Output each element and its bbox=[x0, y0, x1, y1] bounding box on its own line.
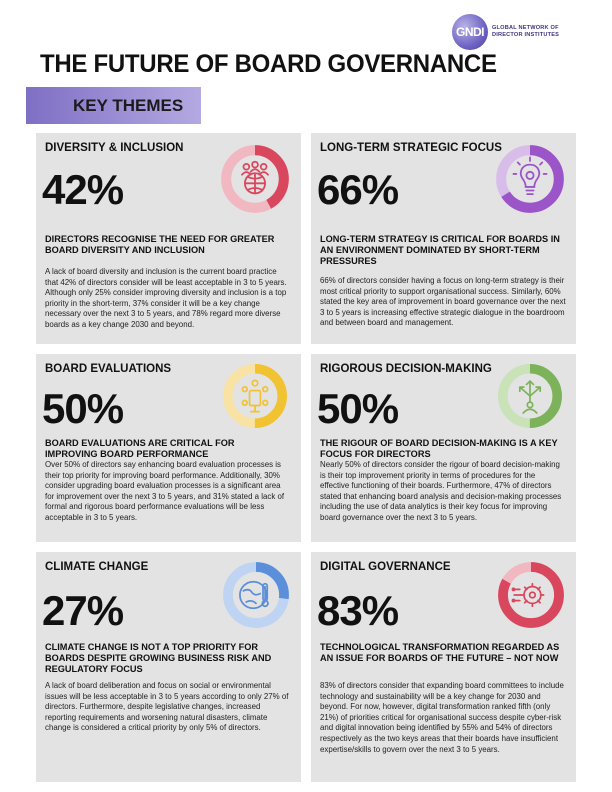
theme-body: Over 50% of directors say enhancing board evaluation processes is their top priority for improving board performance. Additionally, 30% consider upgrading board evaluation processes is a significant area for improvement over the next 3 to 5 years, and 31% stated a lack of formal and rigorous board performance evaluations will be less acceptable in 3 to 5 years. bbox=[45, 460, 285, 522]
theme-percentage: 50% bbox=[317, 385, 399, 432]
theme-percentage: 50% bbox=[42, 385, 124, 432]
logo-initials: GNDI bbox=[456, 25, 484, 39]
logo-text bbox=[492, 25, 559, 39]
theme-body: A lack of board deliberation and focus on social or environmental issues will be less acceptable in 3 to 5 years according to only 27% of directors. Furthermore, despite legislative changes, increased reporting requirements and worsening natural disasters, climate change is considered a critical priority by only 5% of directors. bbox=[45, 681, 289, 733]
digital-gear-icon bbox=[496, 560, 566, 630]
theme-body: 83% of directors consider that expanding board committees to include technology and sustainability will be a key change for 2030 and beyond. For now, however, digital transformation ranked fifth (only 21%) of priorities critical for organisational success despite cyber-risk and digital innovation being identified by 55% and 54% of directors respectively as the two keys areas that their boards have insufficient expertise/skills to govern over the next 3 to 5 years. bbox=[320, 681, 564, 754]
theme-title: LONG-TERM STRATEGIC FOCUS bbox=[320, 142, 502, 154]
gndi-logo bbox=[452, 14, 559, 50]
theme-title: DIVERSITY & INCLUSION bbox=[45, 142, 184, 154]
theme-subtitle: TECHNOLOGICAL TRANSFORMATION REGARDED AS AN ISSUE FOR BOARDS OF THE FUTURE – NOT NOW bbox=[320, 642, 560, 663]
theme-card-digital bbox=[311, 552, 576, 782]
theme-title: DIGITAL GOVERNANCE bbox=[320, 561, 451, 573]
theme-card-strategy bbox=[311, 133, 576, 344]
theme-card-evaluations bbox=[36, 354, 301, 542]
theme-card-decision-making bbox=[311, 354, 576, 542]
key-themes-banner bbox=[26, 87, 201, 124]
logo-line-2: DIRECTOR INSTITUTES bbox=[492, 32, 560, 38]
key-themes-label: KEY THEMES bbox=[73, 95, 184, 115]
theme-body: A lack of board diversity and inclusion is the current board practice that 42% of directors consider will be least acceptable in 3 to 5 years. Although only 25% consider improving diversity and inclusion is a top priority in the short-term, 37% consider it will be a key change necessary over the next 3 to 5 years, and 78% regard more diverse boards as a key change 2030 and beyond. bbox=[45, 267, 287, 329]
lightbulb-gear-icon bbox=[494, 143, 566, 215]
globe-thermometer-icon bbox=[221, 560, 291, 630]
meeting-table-icon bbox=[221, 362, 289, 430]
theme-percentage: 27% bbox=[42, 587, 124, 634]
gndi-logo-mark bbox=[452, 14, 488, 50]
theme-subtitle: BOARD EVALUATIONS ARE CRITICAL FOR IMPROVING BOARD PERFORMANCE bbox=[45, 438, 235, 459]
theme-percentage: 42% bbox=[42, 166, 124, 213]
theme-card-diversity bbox=[36, 133, 301, 344]
theme-title: RIGOROUS DECISION-MAKING bbox=[320, 363, 492, 375]
page-title: THE FUTURE OF BOARD GOVERNANCE bbox=[40, 50, 497, 78]
theme-title: BOARD EVALUATIONS bbox=[45, 363, 172, 375]
decision-arrows-icon bbox=[496, 362, 564, 430]
theme-percentage: 66% bbox=[317, 166, 399, 213]
theme-body: Nearly 50% of directors consider the rigour of board decision-making is their top improvement priority in terms of procedures for the effective functioning of their boards. Furthermore, 47% of directors stated that enhancing board analysis and decision-making processes including the use of data analytics is their key focus for improving board governance over the next 3 to 5 years. bbox=[320, 460, 562, 522]
theme-percentage: 83% bbox=[317, 587, 399, 634]
theme-title: CLIMATE CHANGE bbox=[45, 561, 149, 573]
theme-card-climate bbox=[36, 552, 301, 782]
theme-subtitle: DIRECTORS RECOGNISE THE NEED FOR GREATER BOARD DIVERSITY AND INCLUSION bbox=[45, 234, 275, 255]
theme-subtitle: THE RIGOUR OF BOARD DECISION-MAKING IS A KEY FOCUS FOR DIRECTORS bbox=[320, 438, 558, 459]
theme-body: 66% of directors consider having a focus on long-term strategy is their most critical priority to support organisational success. Similarly, 60% stated the key area of improvement in board governance over the next 3 to 5 years is increasing effective strategic dialogue in the boardroom and between board and management. bbox=[320, 276, 566, 328]
theme-subtitle: CLIMATE CHANGE IS NOT A TOP PRIORITY FOR BOARDS DESPITE GROWING BUSINESS RISK AND REGULATORY FOCUS bbox=[45, 642, 272, 674]
logo-line-1: GLOBAL NETWORK OF bbox=[492, 25, 559, 31]
people-globe-icon bbox=[219, 143, 291, 215]
theme-subtitle: LONG-TERM STRATEGY IS CRITICAL FOR BOARDS IN AN ENVIRONMENT DOMINATED BY SHORT-TERM PRESSURES bbox=[320, 234, 560, 266]
